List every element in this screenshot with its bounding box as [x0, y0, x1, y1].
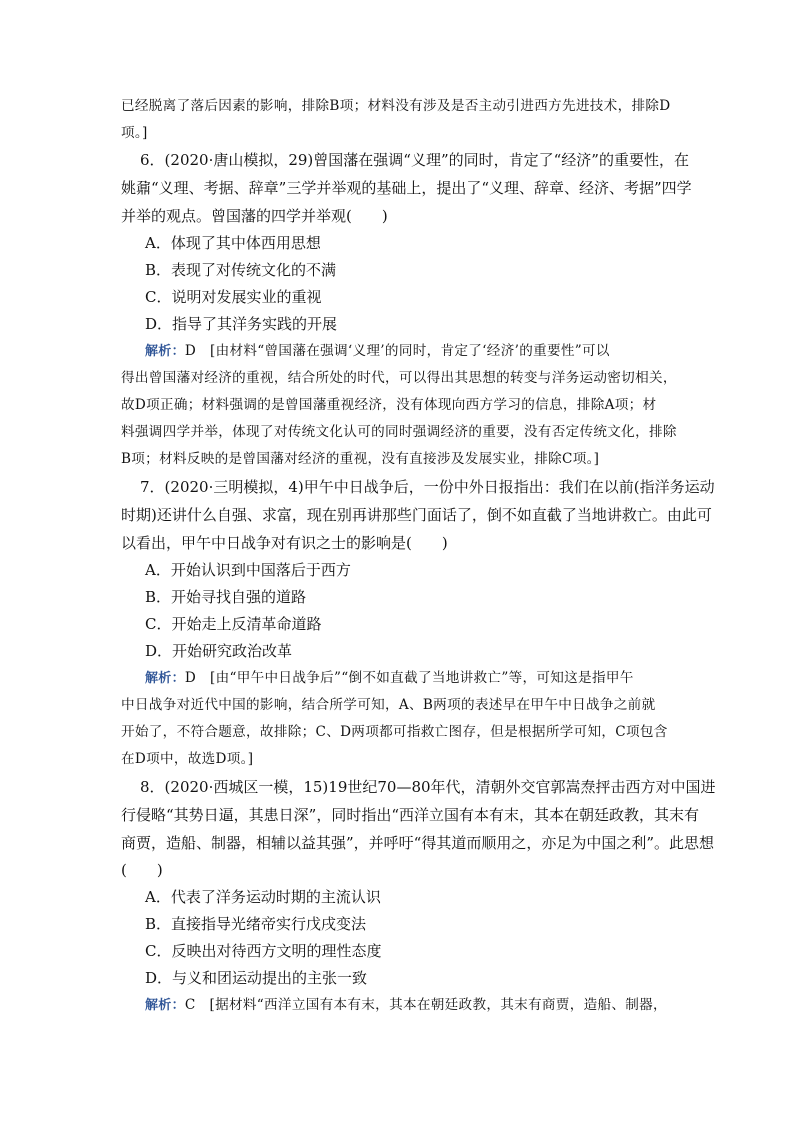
- text-line: [140, 480, 715, 495]
- analysis-label: 解析：: [145, 671, 185, 686]
- line-text: D．开始研究政治改革: [145, 642, 293, 660]
- analysis-label: 解析：: [145, 998, 185, 1013]
- text-line: [121, 508, 712, 523]
- line-text: 得出曾国藩对经济的重视，结合所处的时代，可以得出其思想的转变与洋务运动密切相关，: [121, 370, 677, 386]
- text-line: [121, 399, 656, 413]
- line-text: 时期)还讲什么自强、求富，现在别再讲那些门面话了，倒不如直截了当地讲救亡。由此可: [121, 506, 712, 524]
- line-text: B．表现了对传统文化的不满: [145, 261, 337, 279]
- text-line: [121, 181, 692, 196]
- text-line: [145, 290, 321, 305]
- line-text: C．说明对发展实业的重视: [145, 288, 322, 306]
- text-line: [145, 944, 381, 959]
- text-line: [145, 917, 366, 932]
- text-line: [145, 617, 321, 632]
- line-text: B．开始寻找自强的道路: [145, 588, 307, 606]
- line-text: 故D项正确；材料强调的是曾国藩重视经济，没有体现向西方学习的信息，排除A项；材: [121, 397, 657, 413]
- text-line: [121, 726, 668, 740]
- line-text: 项。]: [121, 125, 148, 141]
- text-line: [145, 563, 351, 578]
- text-line: [121, 536, 448, 551]
- line-text: A．开始认识到中国落后于西方: [145, 561, 351, 579]
- line-text: 8．(2020·西城区一模，15)19世纪70—80年代，清朝外交官郭嵩焘抨击西方对中国进: [140, 778, 716, 796]
- line-text: C．开始走上反清革命道路: [145, 615, 322, 633]
- line-text: 行侵略“其势日逼，其患日深”，同时指出“西洋立国有本有末，其本在朝廷政教，其末有: [121, 806, 700, 824]
- text-line: [145, 971, 367, 986]
- line-text: 姚鼐“义理、考据、辞章”三学并举观的基础上，提出了“义理、辞章、经济、考据”四学: [121, 179, 692, 197]
- line-text: D [由“甲午中日战争后”“倒不如直截了当地讲救亡”等，可知这是指甲午: [184, 670, 634, 686]
- text-line: [121, 699, 655, 713]
- text-line: [121, 100, 670, 114]
- line-text: 中日战争对近代中国的影响，结合所学可知，A、B两项的表述早在甲午中日战争之前就: [121, 697, 656, 713]
- text-line: [121, 372, 677, 386]
- line-text: 7．(2020·三明模拟，4)甲午中日战争后，一份中外日报指出：我们在以前(指洋务运动: [140, 478, 715, 496]
- text-line: [145, 345, 610, 359]
- text-line: [121, 863, 163, 878]
- text-line: [121, 836, 714, 851]
- line-text: D [由材料“曾国藩在强调‘义理’的同时，肯定了‘经济’的重要性”可以: [184, 343, 610, 359]
- line-text: 在D项中，故选D项。]: [121, 751, 254, 767]
- text-line: [140, 780, 716, 795]
- text-line: [121, 453, 599, 467]
- line-text: B项；材料反映的是曾国藩对经济的重视，没有直接涉及发展实业，排除C项。]: [121, 451, 600, 467]
- text-line: [145, 590, 306, 605]
- line-text: 并举的观点。曾国藩的四学并举观( ): [121, 207, 388, 225]
- line-text: 已经脱离了落后因素的影响，排除B项；材料没有涉及是否主动引进西方先进技术，排除D: [121, 98, 671, 114]
- text-line: [140, 153, 689, 168]
- line-text: B．直接指导光绪帝实行戊戌变法: [145, 915, 367, 933]
- line-text: A．体现了其中体西用思想: [145, 234, 321, 252]
- line-text: 开始了，不符合题意，故排除；C、D两项都可指救亡图存，但是根据所学可知，C项包含: [121, 724, 668, 740]
- text-line: [145, 317, 337, 332]
- text-line: [145, 644, 292, 659]
- text-line: [145, 672, 634, 686]
- analysis-label: 解析：: [145, 344, 185, 359]
- text-line: [121, 127, 148, 141]
- line-text: C．反映出对待西方文明的理性态度: [145, 942, 382, 960]
- line-text: D．与义和团运动提出的主张一致: [145, 969, 368, 987]
- text-line: [121, 753, 253, 767]
- line-text: 商贾，造船、制器，相辅以益其强”，并呼吁“得其道而顺用之，亦足为中国之利”。此思想: [121, 834, 715, 852]
- text-line: [145, 236, 321, 251]
- line-text: 料强调四学并举，体现了对传统文化认可的同时强调经济的重要，没有否定传统文化，排除: [121, 424, 677, 440]
- line-text: ( ): [121, 861, 163, 879]
- line-text: C [据材料“西洋立国有本有末，其本在朝廷政教，其末有商贾，造船、制器，: [184, 997, 667, 1013]
- line-text: D．指导了其洋务实践的开展: [145, 315, 338, 333]
- text-line: [121, 209, 388, 224]
- line-text: 6．(2020·唐山模拟，29)曾国藩在强调“义理”的同时，肯定了“经济”的重要性，在: [140, 151, 689, 169]
- text-line: [145, 999, 667, 1013]
- text-line: [145, 890, 381, 905]
- line-text: A．代表了洋务运动时期的主流认识: [145, 888, 381, 906]
- text-line: [121, 808, 699, 823]
- text-line: [145, 263, 336, 278]
- line-text: 以看出，甲午中日战争对有识之士的影响是( ): [121, 534, 448, 552]
- text-line: [121, 426, 677, 440]
